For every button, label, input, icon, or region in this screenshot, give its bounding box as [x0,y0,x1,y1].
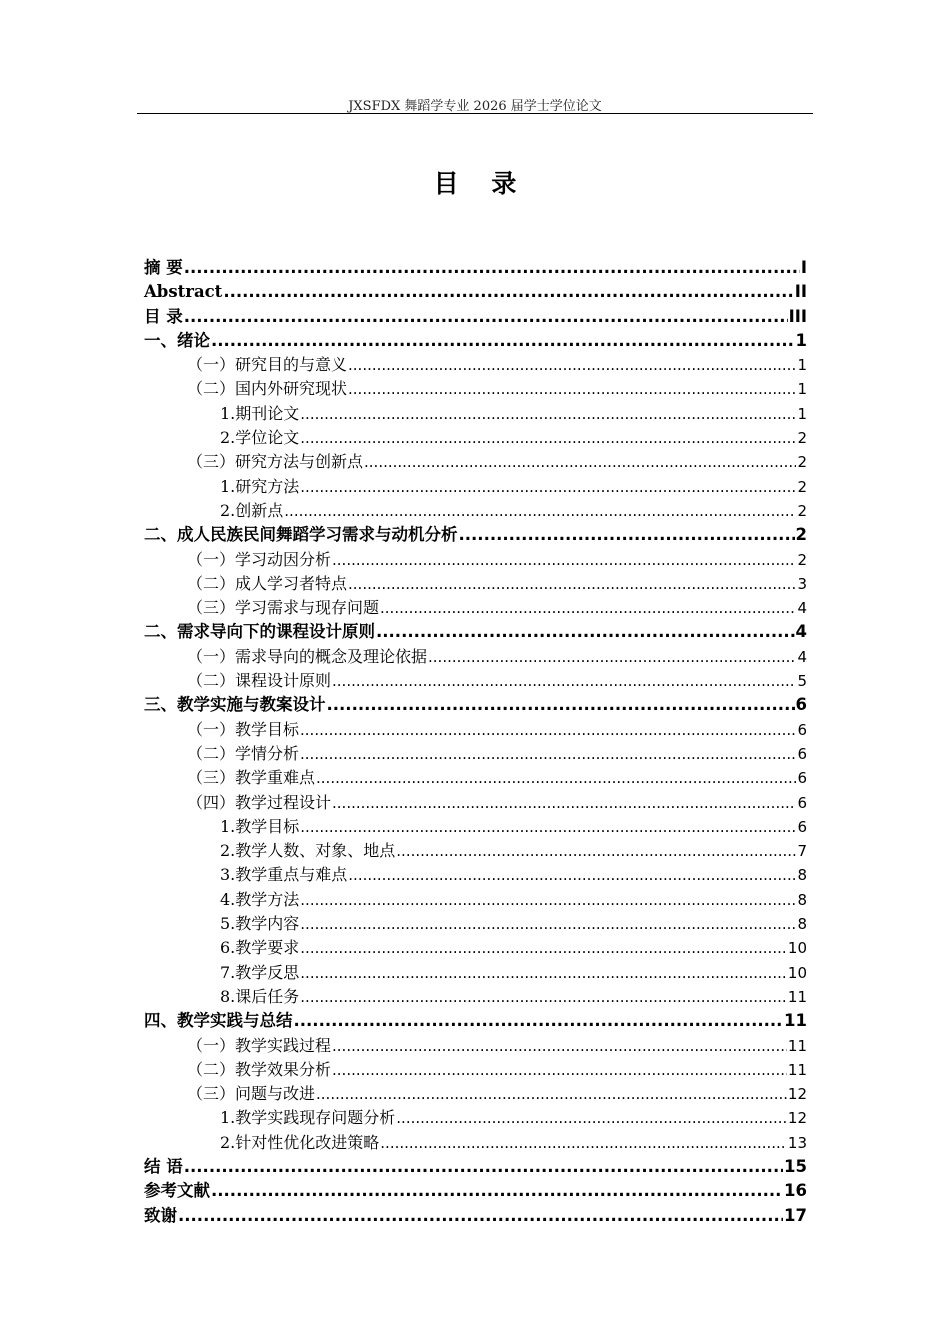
toc-leader-dots [380,1131,787,1155]
toc-entry[interactable] [144,791,807,815]
toc-leader-dots [300,936,787,960]
toc-entry-page-number: I [800,258,807,277]
toc-leader-dots [364,450,796,474]
toc-entry-page-number: 8 [797,866,807,885]
toc-leader-dots [300,742,796,766]
toc-leader-dots [300,426,796,450]
toc-leader-dots [300,912,796,936]
toc-entry[interactable] [144,1009,807,1033]
toc-entry[interactable] [144,475,807,499]
toc-entry[interactable] [144,280,807,304]
toc-title: 目 录 [433,169,529,198]
toc-entry-page-number: 6 [797,769,807,788]
toc-entry-page-number: 6 [797,793,807,812]
toc-leader-dots [327,693,795,717]
toc-entry-label: 目 录 [144,306,183,326]
toc-entry-label: 1.研究方法 [220,476,300,496]
toc-entry[interactable] [144,1082,807,1106]
toc-entry-label: 7.教学反思 [220,962,300,982]
running-header: JXSFDX 舞蹈学专业 2026 届学士学位论文 [348,99,602,114]
toc-entry-label: 二、成人民族民间舞蹈学习需求与动机分析 [144,525,458,545]
toc-entry-label: 结 语 [144,1156,183,1176]
toc-entry[interactable] [144,1034,807,1058]
toc-entry[interactable] [144,766,807,790]
toc-leader-dots [300,815,796,839]
toc-entry[interactable] [144,329,807,353]
toc-entry-label: （三）学习需求与现存问题 [187,598,380,618]
toc-entry-label: （二）成人学习者特点 [187,573,348,593]
toc-entry[interactable] [144,499,807,523]
toc-entry[interactable] [144,693,807,717]
toc-entry[interactable] [144,669,807,693]
toc-entry-page-number: 1 [795,330,807,350]
toc-leader-dots [300,961,787,985]
toc-leader-dots [184,305,788,329]
toc-entry-page-number: III [788,306,807,326]
toc-entry-page-number: 3 [797,574,807,593]
toc-entry[interactable] [144,961,807,985]
toc-entry-label: 2.创新点 [220,500,284,520]
toc-entry-page-number: 6 [795,695,807,715]
toc-entry-page-number: 12 [787,1085,807,1104]
toc-entry[interactable] [144,426,807,450]
header-rule [137,113,813,114]
toc-entry[interactable] [144,985,807,1009]
toc-entry[interactable] [144,1204,807,1228]
toc-entry-label: 1.教学目标 [220,816,300,836]
toc-leader-dots [316,766,796,790]
toc-entry-label: 8.课后任务 [220,986,300,1006]
toc-entry-page-number: 12 [787,1109,807,1128]
toc-entry-page-number: 1 [797,380,807,399]
toc-entry-page-number: 7 [797,842,807,861]
toc-entry-page-number: 2 [797,477,807,496]
toc-entry-page-number: II [794,282,807,302]
toc-entry-page-number: 4 [797,599,807,618]
toc-entry-page-number: 6 [797,720,807,739]
toc-entry[interactable] [144,402,807,426]
toc-entry[interactable] [144,353,807,377]
toc-leader-dots [300,475,796,499]
toc-entry-page-number: 11 [787,1060,807,1079]
toc-entry[interactable] [144,256,807,280]
toc-entry-page-number: 8 [797,890,807,909]
toc-leader-dots [380,596,796,620]
toc-entry-label: 摘 要 [144,258,183,277]
toc-entry-page-number: 6 [797,744,807,763]
toc-entry-label: 三、教学实施与教案设计 [144,695,326,715]
toc-leader-dots [348,863,796,887]
toc-entry-label: （三）研究方法与创新点 [187,452,364,472]
toc-entry-page-number: 15 [784,1156,807,1176]
toc-entry-label: （一）需求导向的概念及理论依据 [187,646,428,666]
toc-entry-page-number: 17 [784,1205,807,1225]
toc-entry-label: （一）研究目的与意义 [187,355,348,375]
toc-entry-label: （四）教学过程设计 [187,792,332,812]
toc-entry[interactable] [144,523,807,547]
toc-entry-label: （二）国内外研究现状 [187,379,348,399]
table-of-contents [144,256,807,1228]
toc-entry-label: 参考文献 [144,1181,210,1201]
toc-entry-page-number: 11 [787,987,807,1006]
toc-entry[interactable] [144,1058,807,1082]
toc-entry[interactable] [144,450,807,474]
toc-entry[interactable] [144,377,807,401]
toc-entry[interactable] [144,839,807,863]
toc-entry[interactable] [144,718,807,742]
toc-entry[interactable] [144,1179,807,1203]
toc-entry-page-number: 1 [797,356,807,375]
toc-entry[interactable] [144,815,807,839]
toc-entry[interactable] [144,1131,807,1155]
toc-entry-page-number: 11 [787,1036,807,1055]
toc-entry[interactable] [144,936,807,960]
toc-leader-dots [332,1034,787,1058]
toc-entry-label: 二、需求导向下的课程设计原则 [144,622,375,642]
toc-leader-dots [284,499,796,523]
toc-leader-dots [348,353,796,377]
toc-entry[interactable] [144,912,807,936]
toc-entry[interactable] [144,742,807,766]
toc-leader-dots [428,645,796,669]
toc-entry-label: （一）教学实践过程 [187,1035,332,1055]
toc-entry-label: （二）教学效果分析 [187,1059,332,1079]
toc-entry-label: 四、教学实践与总结 [144,1011,293,1031]
toc-entry[interactable] [144,572,807,596]
toc-entry-label: （三）教学重难点 [187,768,316,788]
toc-leader-dots [332,548,796,572]
toc-entry-label: 5.教学内容 [220,914,300,934]
toc-leader-dots [348,572,796,596]
toc-entry-page-number: 2 [797,429,807,448]
toc-leader-dots [211,1179,783,1203]
toc-entry-label: 一、绪论 [144,330,210,350]
toc-entry-label: 致谢 [144,1205,177,1225]
toc-entry-page-number: 4 [795,622,807,642]
toc-entry-label: （一）教学目标 [187,719,300,739]
toc-entry-label: （二）学情分析 [187,743,300,763]
toc-leader-dots [211,329,795,353]
toc-entry-page-number: 2 [797,501,807,520]
toc-entry[interactable] [144,596,807,620]
toc-entry-page-number: 2 [797,550,807,569]
toc-entry-page-number: 2 [797,453,807,472]
toc-entry-label: 2.针对性优化改进策略 [220,1132,380,1152]
toc-leader-dots [332,669,796,693]
toc-leader-dots [459,523,795,547]
toc-entry-page-number: 8 [797,915,807,934]
toc-leader-dots [184,1155,783,1179]
toc-entry-page-number: 13 [787,1133,807,1152]
toc-entry-label: 1.期刊论文 [220,403,300,423]
toc-leader-dots [294,1009,784,1033]
toc-entry[interactable] [144,863,807,887]
toc-leader-dots [300,402,796,426]
toc-leader-dots [184,256,800,280]
toc-leader-dots [348,377,796,401]
toc-entry-label: （三）问题与改进 [187,1084,316,1104]
toc-entry-page-number: 5 [797,672,807,691]
toc-leader-dots [332,1058,787,1082]
toc-leader-dots [396,839,796,863]
toc-entry[interactable] [144,888,807,912]
toc-entry-page-number: 10 [787,963,807,982]
toc-entry-label: 3.教学重点与难点 [220,865,348,885]
toc-leader-dots [300,985,787,1009]
toc-entry[interactable] [144,645,807,669]
toc-leader-dots [376,620,795,644]
toc-leader-dots [332,791,796,815]
toc-leader-dots [178,1204,783,1228]
toc-entry-page-number: 16 [784,1181,807,1201]
toc-entry-label: （二）课程设计原则 [187,671,332,691]
toc-entry-label: 2.学位论文 [220,428,300,448]
toc-entry-page-number: 2 [795,525,807,545]
toc-entry-label: Abstract [144,282,223,302]
toc-entry-label: 4.教学方法 [220,889,300,909]
toc-leader-dots [300,888,796,912]
toc-entry[interactable] [144,620,807,644]
toc-leader-dots [316,1082,787,1106]
toc-entry-page-number: 4 [797,647,807,666]
toc-entry-page-number: 1 [797,404,807,423]
toc-leader-dots [396,1106,787,1130]
toc-leader-dots [300,718,796,742]
toc-entry-label: （一）学习动因分析 [187,549,332,569]
toc-leader-dots [223,280,793,304]
toc-entry-page-number: 6 [797,817,807,836]
toc-entry[interactable] [144,305,807,329]
toc-entry-label: 6.教学要求 [220,938,300,958]
toc-entry-page-number: 10 [787,939,807,958]
toc-entry-label: 2.教学人数、对象、地点 [220,841,396,861]
toc-entry[interactable] [144,548,807,572]
toc-entry-page-number: 11 [784,1011,807,1031]
toc-entry[interactable] [144,1155,807,1179]
toc-entry[interactable] [144,1106,807,1130]
toc-entry-label: 1.教学实践现存问题分析 [220,1108,396,1128]
